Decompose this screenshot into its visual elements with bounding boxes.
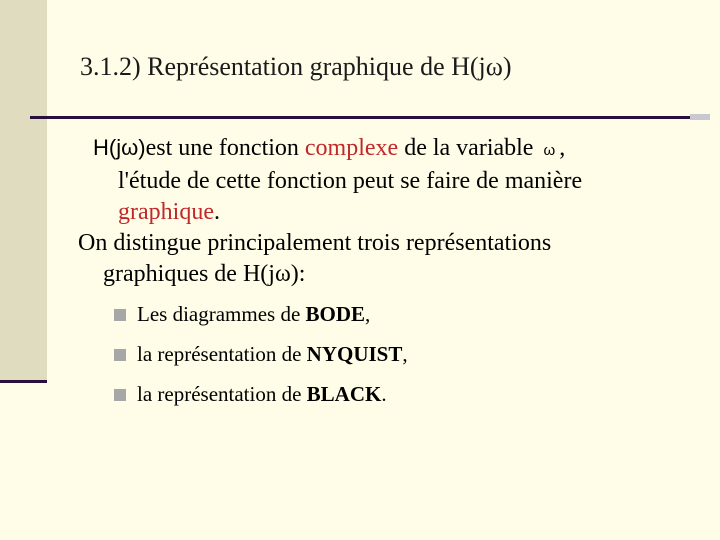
text-fragment: , — [402, 342, 408, 366]
paragraph-line — [93, 197, 698, 228]
paragraph-representations — [78, 228, 698, 290]
left-decor-bar — [0, 0, 47, 382]
paragraph-complex-function — [78, 132, 698, 228]
text-fragment: . — [213, 199, 220, 225]
hjw-symbol: H(jω) — [93, 135, 146, 160]
text-fragment: la représentation de — [137, 342, 307, 366]
nyquist-label: NYQUIST — [306, 342, 403, 366]
paragraph-line: On distingue principalement trois représentations — [78, 230, 552, 256]
omega-symbol: ω — [543, 142, 556, 159]
text-fragment: l'étude de cette fonction peut se faire de manière — [118, 168, 583, 194]
title-rule-tail — [690, 114, 710, 120]
bode-label: BODE — [305, 302, 366, 326]
slide-title: 3.1.2) Représentation graphique de H(jω) — [80, 52, 512, 81]
text-fragment: , — [559, 135, 566, 161]
text-fragment: est une fonction — [145, 135, 305, 161]
text-fragment: . — [381, 382, 387, 406]
text-fragment: , — [365, 302, 371, 326]
text-fragment: Les diagrammes de — [137, 302, 306, 326]
list-item — [114, 294, 698, 334]
representation-list — [78, 294, 698, 414]
paragraph-line: graphiques de H(jω): — [103, 261, 306, 287]
left-decor-rule — [0, 380, 47, 383]
list-item — [114, 374, 698, 414]
paragraph-line — [93, 166, 698, 197]
text-fragment: la représentation de — [137, 382, 307, 406]
bullet-square-icon — [114, 389, 126, 401]
complexe-highlight: complexe — [304, 135, 399, 161]
list-item — [114, 334, 698, 374]
bullet-square-icon — [114, 349, 126, 361]
graphique-highlight: graphique — [118, 199, 214, 225]
title-rule — [30, 116, 690, 119]
text-fragment: de la variable — [398, 135, 540, 161]
black-label: BLACK — [306, 382, 382, 406]
bullet-square-icon — [114, 309, 126, 321]
slide-body — [78, 132, 698, 414]
